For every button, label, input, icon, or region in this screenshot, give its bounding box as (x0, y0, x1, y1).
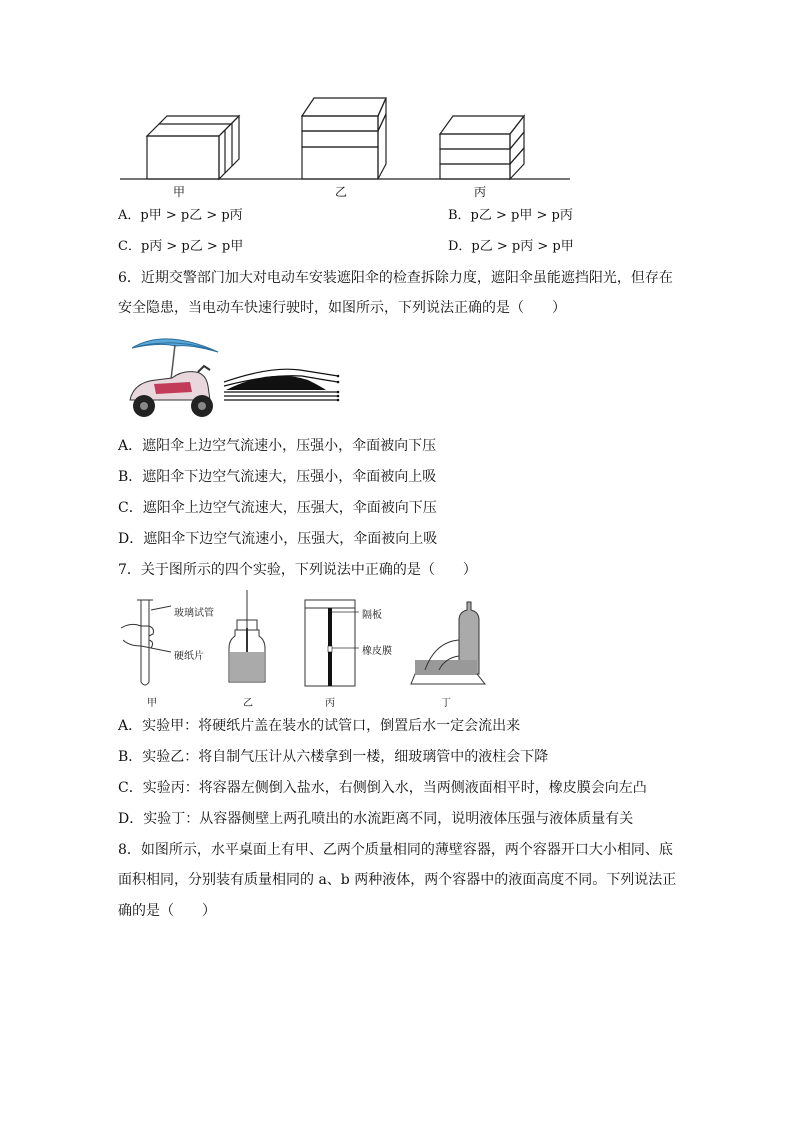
q7-option-a: A．实验甲：将硬纸片盖在装水的试管口，倒置后水一定会流出来 (118, 718, 521, 734)
q6-option-d: D．遮阳伞下边空气流速小，压强大，伞面被向上吸 (118, 531, 438, 547)
q6-scooter-umbrella-figure (120, 330, 345, 422)
q7-label-partition: 隔板 (362, 610, 382, 621)
q7-label-membrane: 橡皮膜 (362, 646, 392, 657)
q5-option-a: A．p甲 > p乙 > p丙 (118, 208, 243, 223)
q8-stem-line1: 8．如图所示，水平桌面上有甲、乙两个质量相同的薄壁容器，两个容器开口大小相同、底 (118, 842, 673, 858)
q6-option-b: B．遮阳伞下边空气流速大，压强小，伞面被向上吸 (118, 469, 437, 485)
q6-option-a: A．遮阳伞上边空气流速小，压强小，伞面被向下压 (118, 438, 437, 454)
q8-stem-line3: 确的是（ ） (118, 903, 216, 919)
q5-label-bing: 丙 (474, 185, 487, 199)
q5-option-c: C．p丙 > p乙 > p甲 (118, 239, 244, 254)
q5-option-d: D．p乙 > p丙 > p甲 (448, 239, 574, 254)
q5-label-jia: 甲 (173, 185, 186, 199)
q6-stem-line1: 6．近期交警部门加大对电动车安装遮阳伞的检查拆除力度，遮阳伞虽能遮挡阳光，但存在 (118, 270, 673, 286)
q7-label-bing: 丙 (325, 698, 335, 709)
q7-label-yi: 乙 (243, 698, 253, 709)
q7-option-b: B．实验乙：将自制气压计从六楼拿到一楼，细玻璃管中的液柱会下降 (118, 749, 549, 765)
q7-option-d: D．实验丁：从容器侧壁上两孔喷出的水流距离不同，说明液体压强与液体质量有关 (118, 811, 634, 827)
q7-option-c: C．实验丙：将容器左侧倒入盐水，右侧倒入水，当两侧液面相平时，橡皮膜会向左凸 (118, 780, 647, 796)
q7-label-glass-tube: 玻璃试管 (174, 608, 214, 619)
q5-bricks-figure (115, 92, 575, 184)
q7-stem: 7．关于图所示的四个实验，下列说法中正确的是（ ） (118, 562, 477, 578)
q8-stem-line2: 面积相同，分别装有质量相同的 a、b 两种液体，两个容器中的液面高度不同。下列说法正 (118, 872, 677, 888)
q5-label-yi: 乙 (335, 185, 348, 199)
q7-label-ding: 丁 (441, 698, 451, 709)
q7-experiments-figure (115, 590, 495, 692)
q7-label-jia: 甲 (147, 698, 157, 709)
q5-option-b: B．p乙 > p甲 > p丙 (448, 208, 573, 223)
q6-option-c: C．遮阳伞上边空气流速大，压强大，伞面被向下压 (118, 500, 437, 516)
q6-stem-line2: 安全隐患，当电动车快速行驶时，如图所示，下列说法正确的是（ ） (118, 300, 566, 316)
q7-label-card: 硬纸片 (174, 651, 204, 662)
